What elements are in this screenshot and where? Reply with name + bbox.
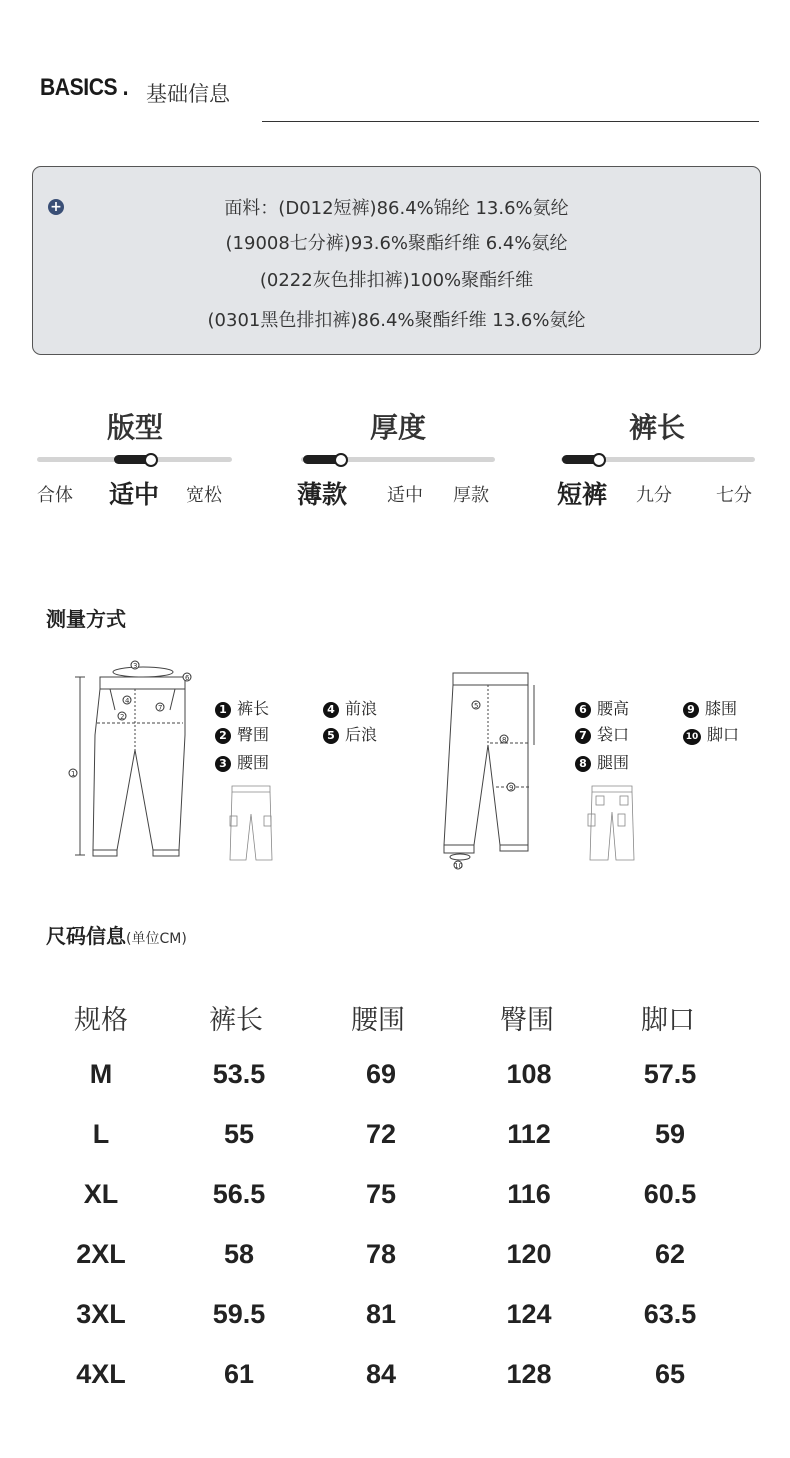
- table-cell: 120: [506, 1239, 552, 1269]
- plus-circle-icon: +: [48, 199, 64, 215]
- svg-text:4: 4: [125, 697, 130, 705]
- length-option-selected: 短裤: [557, 480, 608, 509]
- thickness-option: 厚款: [453, 485, 489, 506]
- legend-number: 4: [323, 702, 339, 718]
- table-cell: 2XL: [76, 1239, 126, 1269]
- thickness-title: 厚度: [369, 411, 426, 444]
- column-header: 规格: [74, 1005, 128, 1036]
- fabric-line: 面料：(D012短裤)86.4%锦纶 13.6%氨纶: [224, 198, 569, 219]
- svg-text:9: 9: [509, 784, 514, 792]
- legend-label: 前浪: [345, 699, 378, 718]
- legend-item: [323, 722, 377, 745]
- legend-label: 裤长: [237, 699, 270, 718]
- legend-number: 10: [683, 729, 701, 745]
- legend-item: [215, 722, 269, 745]
- legend-item: [575, 696, 629, 719]
- legend-number: 6: [575, 702, 591, 718]
- column-header: 脚口: [641, 1005, 695, 1036]
- fabric-line: (0222灰色排扣裤)100%聚酯纤维: [259, 270, 534, 291]
- svg-text:7: 7: [158, 704, 163, 712]
- column-header: 裤长: [209, 1005, 263, 1036]
- legend-label: 后浪: [345, 725, 378, 744]
- pants-front-diagram: [55, 655, 215, 870]
- table-cell: 84: [365, 1359, 397, 1389]
- table-cell: 75: [365, 1179, 397, 1209]
- legend-label: 膝围: [705, 699, 738, 718]
- legend-number: 1: [215, 702, 231, 718]
- header-divider: [262, 121, 759, 122]
- table-cell: 72: [365, 1119, 397, 1149]
- table-cell: 55: [223, 1119, 255, 1149]
- legend-item: [215, 696, 269, 719]
- legend-number: 2: [215, 728, 231, 744]
- size-unit: (单位CM): [126, 931, 187, 947]
- length-title: 裤长: [628, 411, 685, 444]
- table-cell: 60.5: [643, 1179, 697, 1209]
- size-heading: [46, 920, 187, 949]
- table-cell: 4XL: [76, 1359, 126, 1389]
- table-cell: 3XL: [76, 1299, 126, 1329]
- fit-knob: [144, 453, 158, 467]
- legend-label: 腿围: [597, 753, 630, 772]
- table-cell: 78: [365, 1239, 397, 1269]
- table-cell: 69: [365, 1059, 397, 1089]
- fit-option: 宽松: [186, 485, 222, 506]
- section-title: BASICS .: [40, 74, 129, 101]
- legend-item: [683, 722, 739, 745]
- thickness-option-selected: 薄款: [297, 480, 348, 509]
- svg-text:8: 8: [502, 736, 507, 744]
- legend-number: 9: [683, 702, 699, 718]
- svg-text:10: 10: [454, 862, 463, 870]
- fabric-line: (0301黑色排扣裤)86.4%聚酯纤维 13.6%氨纶: [207, 310, 586, 331]
- section-subtitle: 基础信息: [146, 82, 230, 106]
- length-option: 七分: [716, 485, 752, 506]
- legend-item: [323, 696, 377, 719]
- table-cell: M: [89, 1059, 113, 1089]
- legend-item: [575, 722, 629, 745]
- legend-label: 脚口: [707, 725, 740, 744]
- legend-item: [575, 750, 629, 773]
- pants-back-thumbnail: [584, 782, 640, 866]
- table-cell: 58: [223, 1239, 255, 1269]
- legend-number: 5: [323, 728, 339, 744]
- thickness-option: 适中: [387, 485, 423, 506]
- table-cell: 124: [506, 1299, 552, 1329]
- legend-label: 腰高: [597, 699, 630, 718]
- table-cell: 65: [654, 1359, 686, 1389]
- column-header: 臀围: [500, 1005, 554, 1036]
- legend-item: [683, 696, 737, 719]
- table-cell: 57.5: [643, 1059, 697, 1089]
- table-cell: 59.5: [212, 1299, 266, 1329]
- legend-label: 臀围: [237, 725, 270, 744]
- table-cell: 62: [654, 1239, 686, 1269]
- legend-label: 腰围: [237, 753, 270, 772]
- fit-title: 版型: [106, 411, 163, 444]
- svg-text:2: 2: [120, 713, 125, 721]
- fabric-line: (19008七分裤)93.6%聚酯纤维 6.4%氨纶: [225, 233, 568, 254]
- table-cell: L: [92, 1119, 110, 1149]
- svg-text:5: 5: [474, 702, 479, 710]
- table-cell: 56.5: [212, 1179, 266, 1209]
- legend-label: 袋口: [597, 725, 630, 744]
- pants-back-diagram: [438, 665, 558, 875]
- svg-text:1: 1: [71, 770, 76, 778]
- legend-number: 8: [575, 756, 591, 772]
- table-cell: 108: [506, 1059, 552, 1089]
- table-cell: 53.5: [212, 1059, 266, 1089]
- size-heading-text: 尺码信息: [46, 924, 126, 948]
- measure-heading: 测量方式: [46, 607, 126, 631]
- length-knob: [592, 453, 606, 467]
- svg-text:3: 3: [133, 662, 138, 670]
- length-option: 九分: [636, 485, 672, 506]
- table-cell: 81: [365, 1299, 397, 1329]
- table-cell: 112: [507, 1119, 551, 1149]
- table-cell: 63.5: [643, 1299, 697, 1329]
- table-cell: XL: [83, 1179, 119, 1209]
- fit-option: 合体: [37, 485, 73, 506]
- legend-number: 7: [575, 728, 591, 744]
- table-cell: 59: [654, 1119, 686, 1149]
- svg-text:6: 6: [185, 674, 190, 682]
- legend-number: 3: [215, 756, 231, 772]
- legend-item: [215, 750, 269, 773]
- pants-front-thumbnail: [220, 780, 282, 866]
- table-cell: 61: [223, 1359, 255, 1389]
- fit-option-selected: 适中: [109, 480, 160, 509]
- thickness-knob: [334, 453, 348, 467]
- table-cell: 116: [507, 1179, 551, 1209]
- column-header: 腰围: [351, 1005, 405, 1036]
- table-cell: 128: [506, 1359, 552, 1389]
